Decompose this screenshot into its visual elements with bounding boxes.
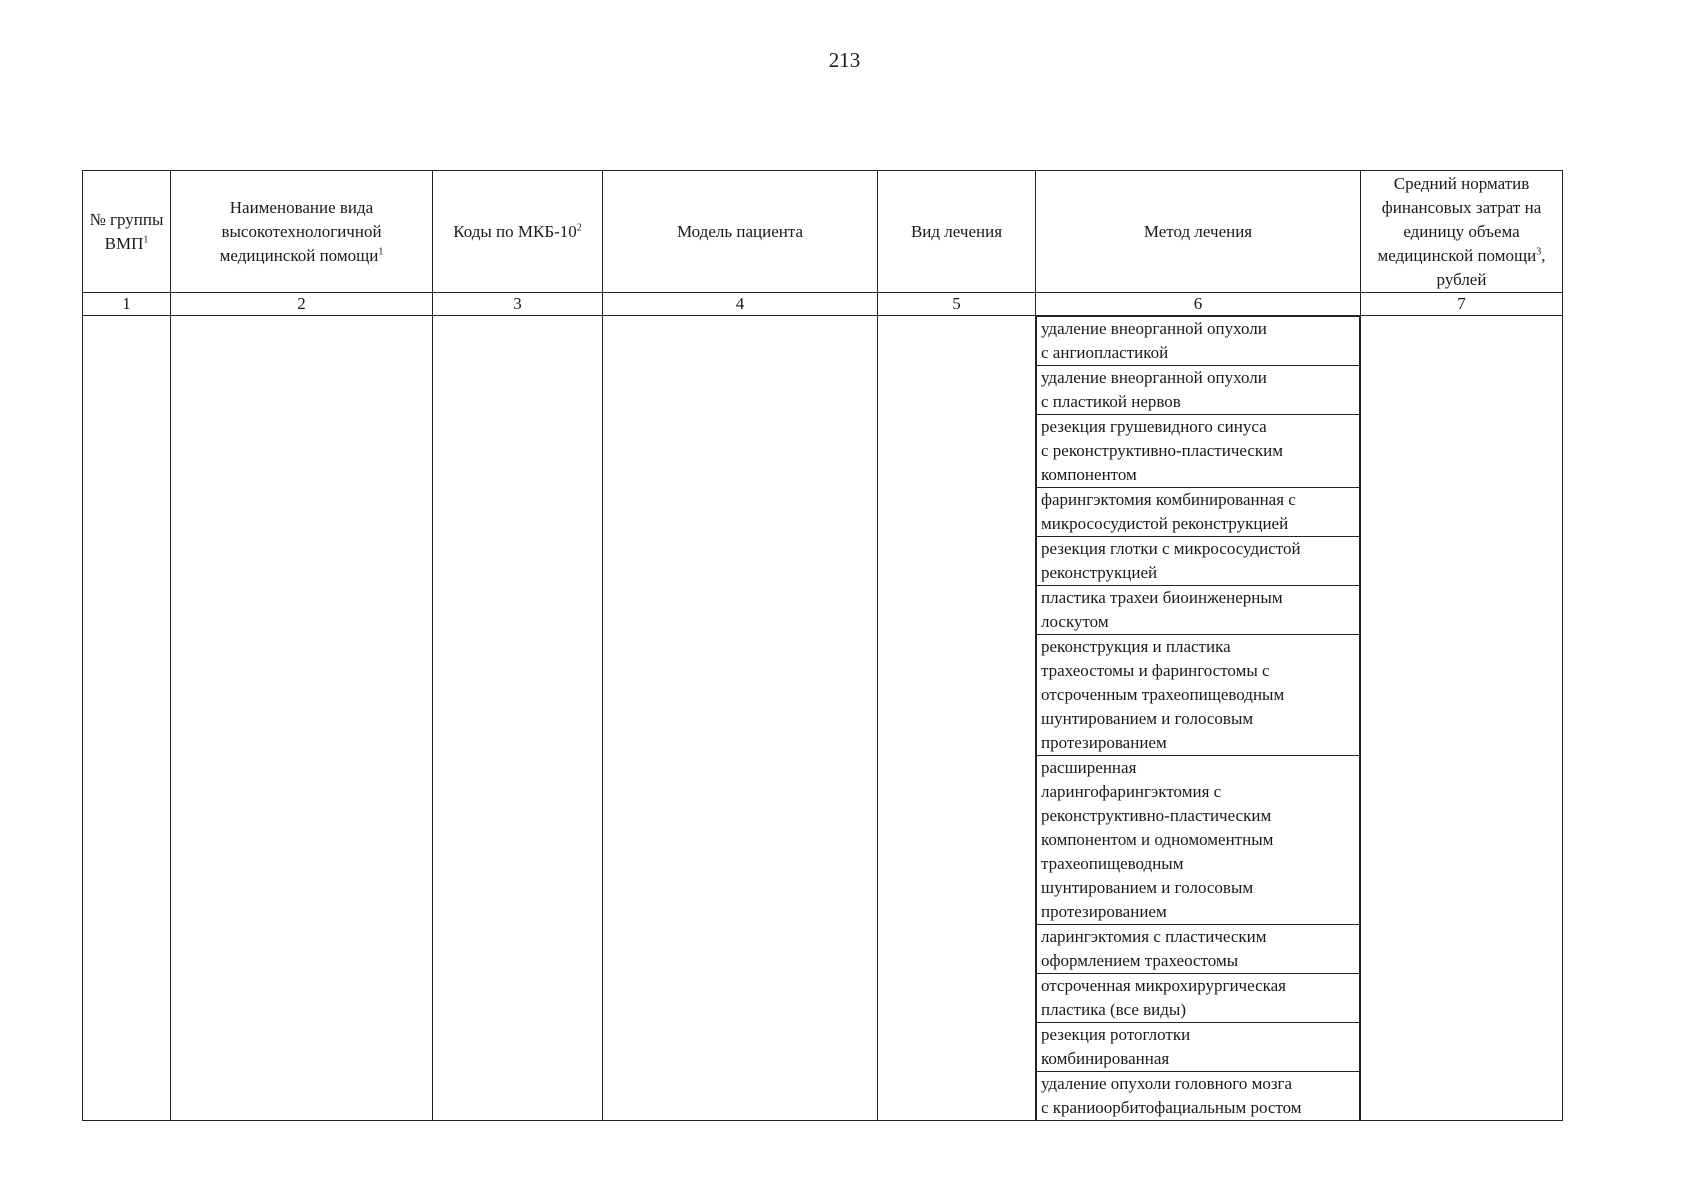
column-number: 4 (603, 293, 878, 316)
method-line: лоскутом (1041, 612, 1109, 631)
method-item (1037, 488, 1360, 537)
column-number: 6 (1036, 293, 1361, 316)
header-financial-norm: Средний норматив финансовых затрат на единицу объема медицинской помощи$^3$, рублей (1361, 171, 1563, 293)
vmp-table (82, 170, 1563, 1121)
method-line: компонентом (1041, 465, 1137, 484)
cell-treatment-type (878, 316, 1036, 1121)
method-line: трахеостомы и фарингостомы с (1041, 661, 1270, 680)
method-line: удаление опухоли головного мозга (1041, 1074, 1293, 1093)
header-vmp-type-name: Наименование вида высокотехнологичной медицинской помощи$^1$ (171, 171, 433, 293)
method-row (1037, 488, 1360, 537)
method-line: расширенная (1041, 758, 1137, 777)
method-line: фарингэктомия комбинированная с (1041, 490, 1296, 509)
cell-group-number (83, 316, 171, 1121)
method-line: микрососудистой реконструкцией (1041, 514, 1289, 533)
cell-financial-norm (1361, 316, 1563, 1121)
header-treatment-method: Метод лечения (1036, 171, 1361, 293)
column-number: 2 (171, 293, 433, 316)
method-line: оформлением трахеостомы (1041, 951, 1239, 970)
method-line: с ангиопластикой (1041, 343, 1169, 362)
method-row (1037, 756, 1360, 925)
method-line: отсроченным трахеопищеводным (1041, 685, 1285, 704)
method-item (1037, 317, 1360, 366)
method-line: протезированием (1041, 733, 1167, 752)
method-line: пластика трахеи биоинженерным (1041, 588, 1283, 607)
method-row (1037, 415, 1360, 488)
column-number: 3 (433, 293, 603, 316)
method-line: с реконструктивно-пластическим (1041, 441, 1284, 460)
method-item (1037, 366, 1360, 415)
method-row (1037, 317, 1360, 366)
column-number: 5 (878, 293, 1036, 316)
method-line: реконструкция и пластика (1041, 637, 1231, 656)
method-line: с пластикой нервов (1041, 392, 1181, 411)
method-line: шунтированием и голосовым (1041, 878, 1254, 897)
cell-vmp-type-name (171, 316, 433, 1121)
cell-treatment-methods (1036, 316, 1361, 1121)
header-icd10-codes: Коды по МКБ-$10^2$ (433, 171, 603, 293)
method-item (1037, 974, 1360, 1023)
method-line: резекция грушевидного синуса (1041, 417, 1267, 436)
method-item (1037, 635, 1360, 756)
method-line: резекция ротоглотки (1041, 1025, 1191, 1044)
method-line: отсроченная микрохирургическая (1041, 976, 1286, 995)
method-item (1037, 1072, 1360, 1121)
method-item (1037, 756, 1360, 925)
method-line: трахеопищеводным (1041, 854, 1184, 873)
method-line: реконструкцией (1041, 563, 1158, 582)
method-row (1037, 537, 1360, 586)
method-line: пластика (все виды) (1041, 1000, 1186, 1019)
method-row (1037, 635, 1360, 756)
method-line: с краниоорбитофациальным ростом (1041, 1098, 1302, 1117)
method-row (1037, 586, 1360, 635)
cell-icd10-codes (433, 316, 603, 1121)
table-row (83, 316, 1563, 1121)
method-item (1037, 925, 1360, 974)
method-line: ларингэктомия с пластическим (1041, 927, 1267, 946)
method-row (1037, 925, 1360, 974)
method-line: удаление внеорганной опухоли (1041, 319, 1267, 338)
header-treatment-type: Вид лечения (878, 171, 1036, 293)
method-row (1037, 366, 1360, 415)
method-line: шунтированием и голосовым (1041, 709, 1254, 728)
method-line: протезированием (1041, 902, 1167, 921)
method-line: резекция глотки с микрососудистой (1041, 539, 1301, 558)
method-line: удаление внеорганной опухоли (1041, 368, 1267, 387)
methods-list (1036, 316, 1360, 1120)
header-row (83, 171, 1563, 293)
method-line: ларингофарингэктомия с (1041, 782, 1222, 801)
method-item (1037, 537, 1360, 586)
header-patient-model: Модель пациента (603, 171, 878, 293)
method-line: комбинированная (1041, 1049, 1170, 1068)
method-line: реконструктивно-пластическим (1041, 806, 1272, 825)
column-number-row (83, 293, 1563, 316)
method-row (1037, 1072, 1360, 1121)
header-group-number: № группы ВМП$^1$ (83, 171, 171, 293)
column-number: 1 (83, 293, 171, 316)
method-row (1037, 974, 1360, 1023)
cell-patient-model (603, 316, 878, 1121)
method-item (1037, 415, 1360, 488)
method-item (1037, 1023, 1360, 1072)
method-item (1037, 586, 1360, 635)
page-number: 213 (828, 48, 861, 72)
method-row (1037, 1023, 1360, 1072)
method-line: компонентом и одномоментным (1041, 830, 1274, 849)
column-number: 7 (1361, 293, 1563, 316)
